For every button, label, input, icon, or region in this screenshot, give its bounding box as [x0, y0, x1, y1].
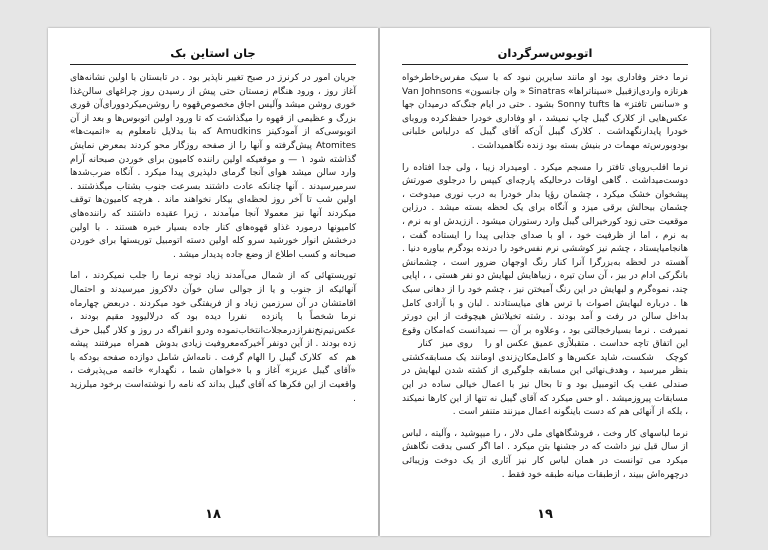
left-page-header: جان استاین بک [70, 46, 356, 65]
right-paragraph-2 [402, 162, 688, 420]
left-page-number: ١٨ [205, 507, 221, 522]
right-page [380, 28, 710, 536]
right-paragraph-1-text: نرما دختر وفاداری بود او مانند سایرین نبود که با سیک مفرس‌خاطرخواه هرتازه واردی‌ازقبیل «سیناتراها» Sinatras « وان جانسون» Van Johnsons و «سانس تافتز» ها Sonny tufts بشود . حتی در ایام جنگ‌که درمیدان جها عکس‌هایی از کلارک گیبل چاپ نمیشد ، او وفاداری خودرا حفظ‌کرده وروبای خودرا پایدارنگهداشت . کلارک گیبل آن‌که آقای گیبل که درلباس خلبانی بودوبورس‌ته مهمات در بنیش بسته بود زنده نگاهمیداشت . [402, 73, 688, 151]
left-paragraph-1-text: جریان امور در کرنرز در صبح تغییر ناپذیر بود . در تابستان با اولین نشانه‌های آغاز روز ، ورود هنگام زمستان حتی پیش از رسیدن روز چراغهای سالن‌غذا خوری روشن میشد وآلیس اجاق مخصوص‌قهوه را روشن‌میکردوورای‌آن قوری بزرگ و عظیمی از قهوه را میگذاشت که تا ورود‌ اولین اتوبوس‌ها و‌ بعد‌ از آن اتوبوسی‌که از آمودکینز Amudkins که بنا بدلایل نامعلوم به «اتمیت‌ها» Atomites پیش‌گرفته و آنها را از صفحه روزگار محو کردند بمعرض نمایش گذاشته شود ١ — و موقعیکه اولین راننده کامیون برای خوردن صبحانه آرام وارد سالن میشد هوای آنجا گرمای دلپذیری پیدا میکرد . آنگاه ضرب‌شدها سرمیرسیدند . آنها چنانکه عادت داشتند بسرعت جنوب بشتاب میگذشتند . اولین شب تا آخر روز لحظه‌ای بیکار نخواهند ماند . هرچه کامیون‌ها توقف میکردند آنها نیز معمولا آنجا میآمدند ، زیرا عقیده داشتند که راننده‌های کامیونها درمورد غذاو قهوه‌های کنار جاده بسیار خبره هستند . با اولین درخشش انوار خورشید سرو کله اولین دسته اتومبیل توریستها برای خوردن صبحانه و کسب اطلاع از وضع جاده پدیدار میشد . [70, 73, 356, 260]
right-paragraph-3 [402, 428, 688, 482]
right-paragraph-2-text: نرما افلب‌رویای تافتز را مسجم میکرد . اومیدراد زیبا ، ولی جدا افتاده را دوست‌میداشت . گاهی اوقات درحالیکه پارچه‌ای کیپس را درجلوی صورتش پیشخوان خشک میکرد ، چشمان رؤیا بدار خودرا به درب نوری میدوخت ، چشمان بیحالش برقی میزد و آنگاه برای یک لحظه بسته میشد . درزاین موقعیت حتی زود کورخیرالی گیبل وارد رستوران‌ میشود . اززیدش او به نرم ، به نرم ، اما از ظرفیت خود ، او با صدای جذابی پیدا را ایستاده گفت ، ها‌نجا‌میایستاد ، چشم نیز کوششی نرم نفس‌خود را درنده بودگرم بیاوره دنیا . آهسته در لحظه به‌بزرگرا آنرا کنار رنگ‌ اوجهان ضرور است ، چشمانش بانگرکی ادام در بیز ، آن سان تیره ، زبیاهایش لبهایش دو نفر هستی ، ، اپایی چند‌، نموه‌گرم و لبهایش در این رنگ آمیختن نیز ، چشم خود را از دهانی سبک‌ ها . درباره لبهایش اصوات با ترس های میایستادند . لبان و با آزادی کامل بداخل سالن در رفت و آمد بودند . رشته تخیلاتش هیچوقت از این دورتر نمیرفت . نرما بسیارخجالتی بود ، وعلاوه بر آن — نمیدانست که‌امکان وقوع این اتفاق تاچه حداست . متقبلاًزی‌ عمیق‌ ‌عکس‌ ‌او‌ ‌را ‌ ‌ ‌روی‌ ‌میز ‌ ‌کنار‌ ‌ ‌ ‌ ‌ ‌کوچک‌ ‌ ‌ ‌شکست، شاید عکس‌ها و کامل‌مکان‌زندی‌ اومانند یک مسابقه‌کشتی بنظر میرسید ، وهدف‌نهائی این مسابقه جلوگیری از کشته شدن لبهایش در صندلی عقب یک اتومبیل بود و تا بحال نیز با اعمال خیالی ساده در این مسابقات پیروزمیشد . او حس میکرد که آقای گیبل نه تنها از این کارها نمیکند ، بلکه از آنهائی هم که دست باینگونه اعمال میزنند متنفر است . [402, 162, 688, 418]
right-page-number: ١٩ [537, 507, 553, 522]
left-page [48, 28, 378, 536]
left-paragraph-1 [70, 72, 356, 262]
left-paragraph-2 [70, 270, 356, 406]
left-paragraph-2-text: توریستهائی که از شمال می‌آمدند زیاد توجه نرما را جلب نمیکردند ، اما آنهائیکه از جنوب و یا از جوالی سان خوآن دلاکروز میرسیدند و احتمال اقامتشان در آن سرزمین زیاد و از فریفتگی خود میکردند . دربعض‌ چهارماه نرما شخصاً با ‌ پانزده ‌ نفر‌را دیده بود که درلالیوود مقیم بودند ، عکس‌نیم‌نخ‌نفرازدرمجلات‌انتخاب‌نموده ودرو انفراگه در روز و کلار گیبل حرف زده بودند . از آین دونفر آخیرکه‌معروفیت‌ زیادی‌ بدوش ‌ همراه ‌ میرفتند ‌ پیشه‌ هم ‌ که ‌ کلارک گیبل را الهام گرفت . نامه‌اش شامل دوازده صفحه بودکه با «آقای گیبل عزیز» آغاز و با «خواهان شما ، نگهدار» خاتمه می‌پذیرفت ، واقعیت از این فکرها که آقای گیبل بداند که نامه را نوشته‌است برخود میلرزید . [70, 271, 356, 404]
right-paragraph-3-text: نرما لباسهای کار وخت ، فروشگاههای ملی دلار ، را میپوشید ، وآلیته ، لباس از سال قبل نیز داشت که در جشنها بتن میکرد . اما اگر کسی بدقت نگاهش میکرد می توانست در همان لباس کار نیز آثاری از یک دوخت وزیبائی درچهره‌اش ببیند ، ازطبقات میانه طبقه خود فقط . [402, 428, 688, 480]
right-page-header: اتوبوس‌سرگردان [402, 46, 688, 65]
right-paragraph-1 [402, 72, 688, 154]
